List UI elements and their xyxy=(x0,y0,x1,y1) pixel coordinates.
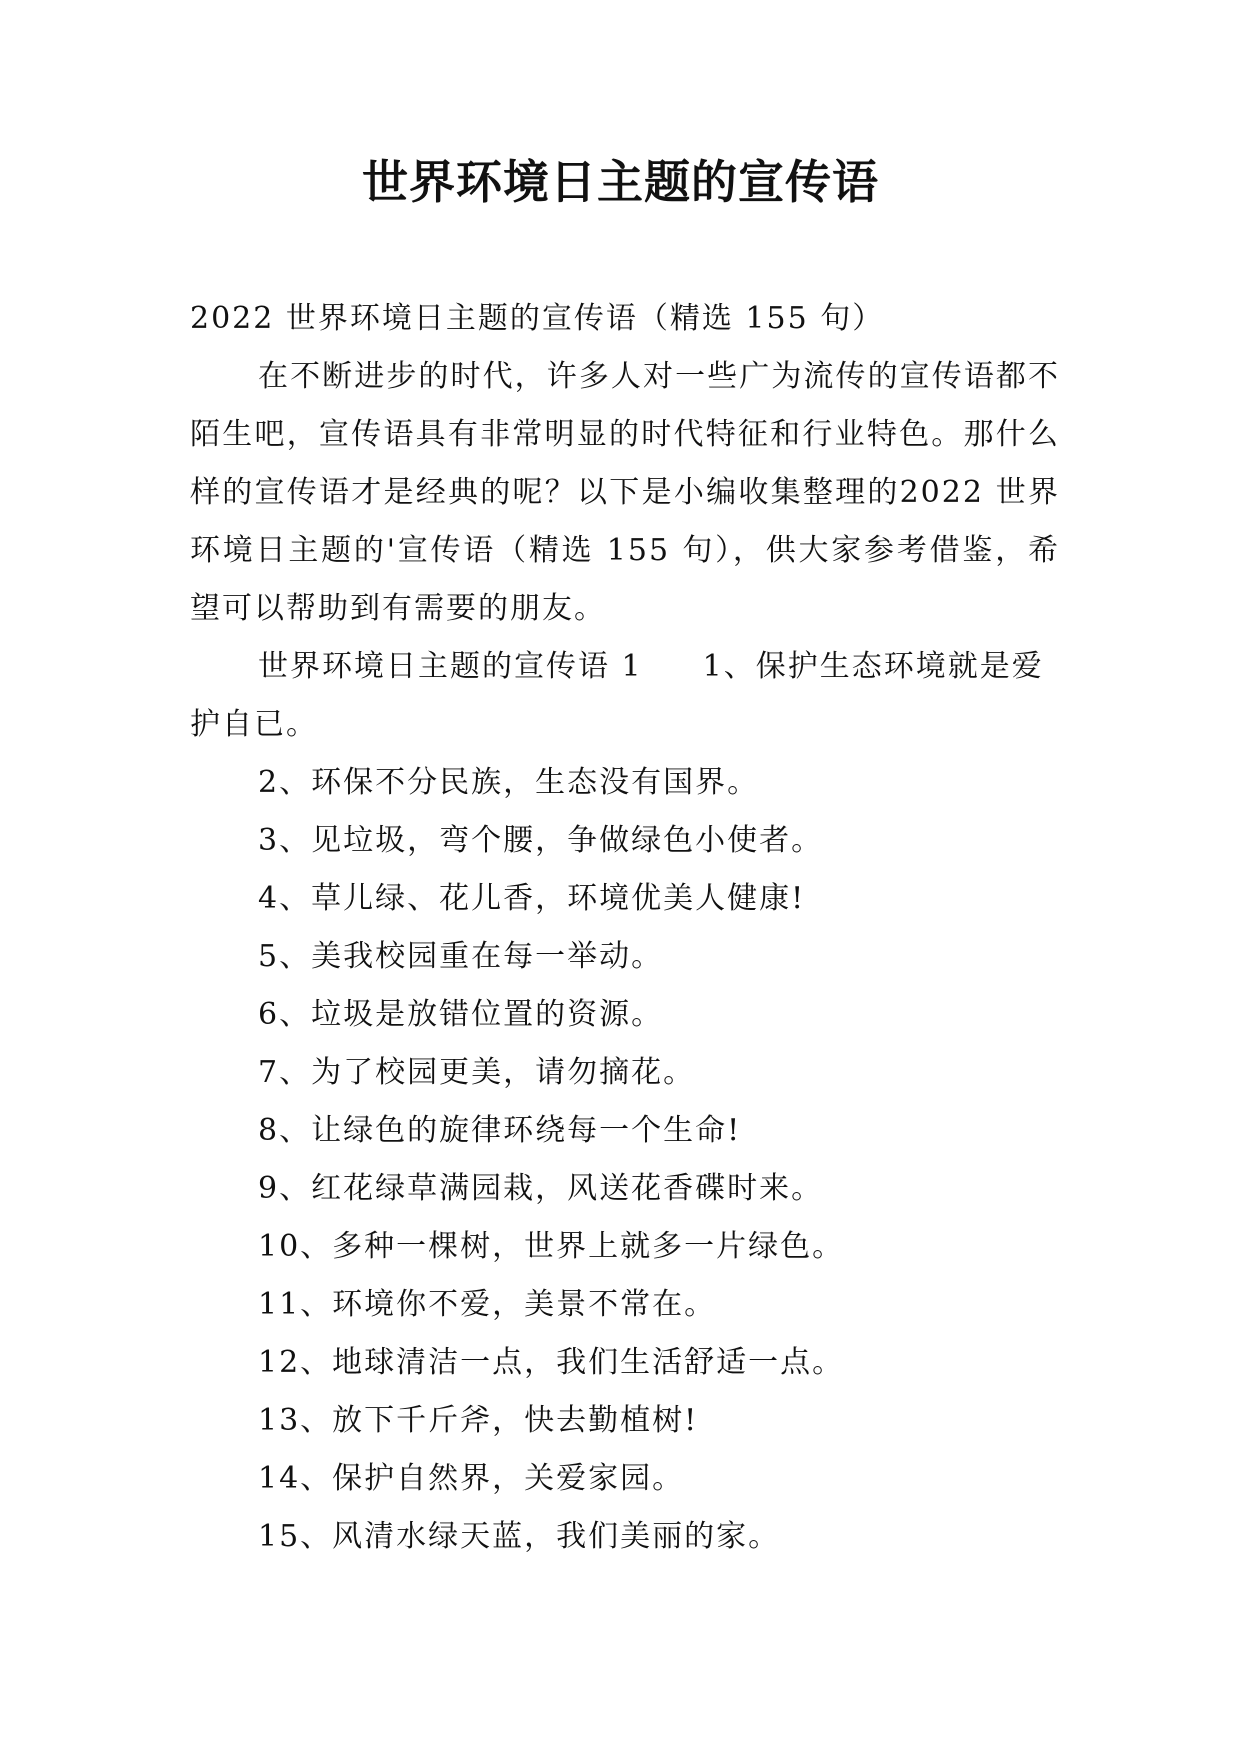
slogan-item: 10、多种一棵树，世界上就多一片绿色。 xyxy=(258,1229,845,1264)
slogan-item: 15、风清水绿天蓝，我们美丽的家。 xyxy=(258,1519,781,1554)
slogan-item: 3、见垃圾，弯个腰，争做绿色小使者。 xyxy=(258,823,824,858)
slogan-list xyxy=(258,754,1058,1566)
document-title: 世界环境日主题的宣传语 xyxy=(362,155,879,209)
slogan-item: 7、为了校园更美，请勿摘花。 xyxy=(258,1055,696,1090)
slogan-item: 2、环保不分民族，生态没有国界。 xyxy=(258,765,760,800)
slogan-item: 5、美我校园重在每一举动。 xyxy=(258,939,664,974)
section-paragraph xyxy=(190,638,1060,754)
slogan-item: 14、保护自然界，关爱家园。 xyxy=(258,1461,685,1496)
intro-paragraph: 在不断进步的时代，许多人对一些广为流传的宣传语都不陌生吧，宣传语具有非常明显的时代特征和行业特色。那什么样的宣传语才是经典的呢？以下是小编收集整理的2022 世界环境日主题的'宣传语（精选 155 句），供大家参考借鉴，希望可以帮助到有需要的朋友。 xyxy=(190,359,1060,626)
slogan-item: 12、地球清洁一点，我们生活舒适一点。 xyxy=(258,1345,845,1380)
slogan-item: 13、放下千斤斧，快去勤植树! xyxy=(258,1403,699,1438)
slogan-item: 8、让绿色的旋律环绕每一个生命! xyxy=(258,1113,742,1148)
first-slogan: 1、保护生态环境就是爱护自已。 xyxy=(190,649,1044,742)
document-subtitle: 2022 世界环境日主题的宣传语（精选 155 句） xyxy=(190,301,885,336)
section-heading: 世界环境日主题的宣传语 1 xyxy=(258,649,643,684)
slogan-item: 6、垃圾是放错位置的资源。 xyxy=(258,997,664,1032)
slogan-item: 9、红花绿草满园栽，风送花香碟时来。 xyxy=(258,1171,824,1206)
slogan-item: 11、环境你不爱，美景不常在。 xyxy=(258,1287,717,1322)
slogan-item: 4、草儿绿、花儿香，环境优美人健康! xyxy=(258,881,806,916)
